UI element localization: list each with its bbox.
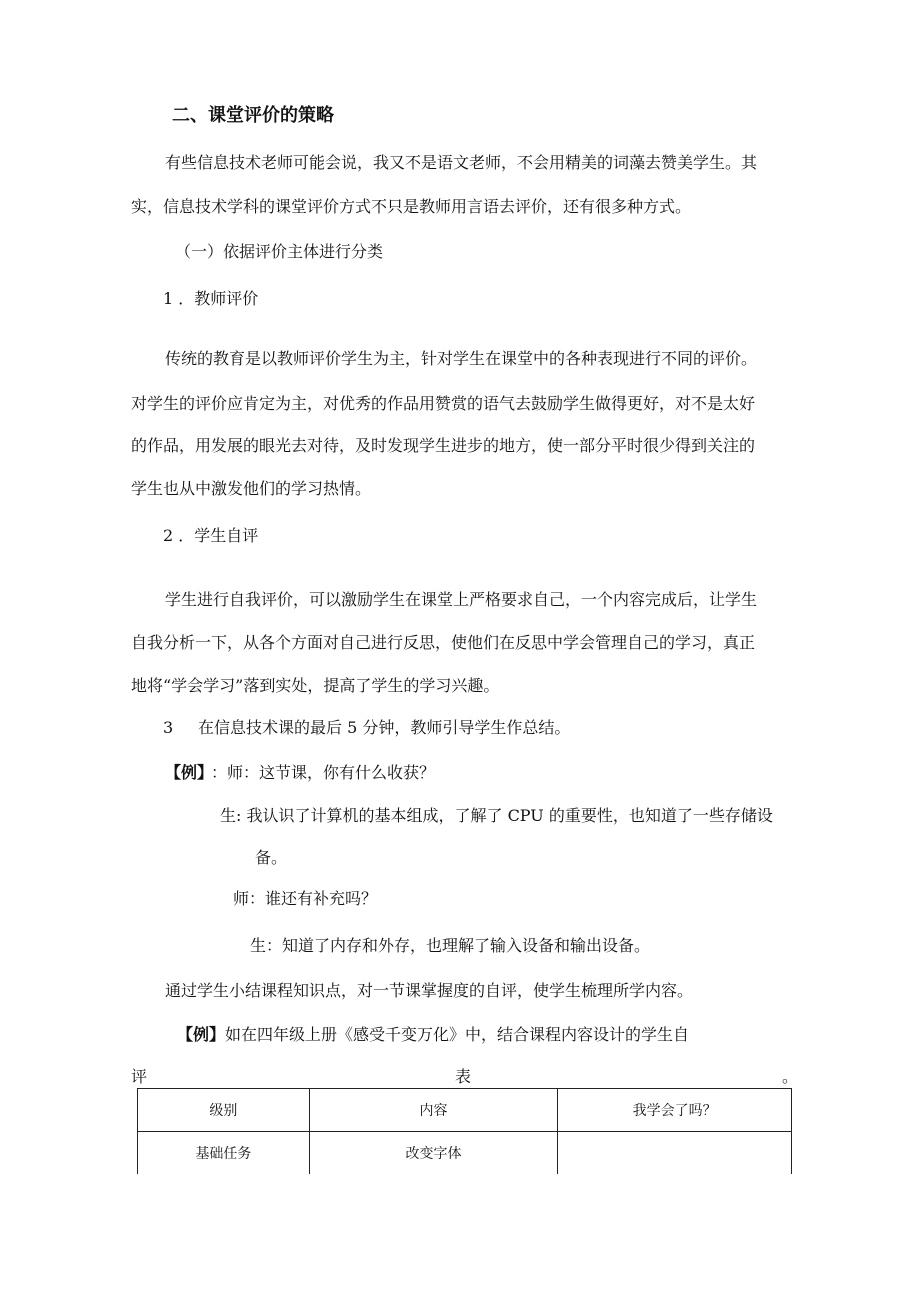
dialogue-question-2: 师：谁还有补充吗？	[233, 889, 378, 908]
item-2-line-1: 学生进行自我评价，可以激励学生在课堂上严格要求自己，一个内容完成后，让学生	[165, 590, 758, 609]
dialogue-answer-1-line-1: 生: 我认识了计算机的基本组成，了解了 CPU 的重要性，也知道了一些存储设	[220, 806, 773, 825]
item-2-line-2: 自我分析一下，从各个方面对自己进行反思，使他们在反思中学会管理自己的学习，真正	[131, 633, 756, 652]
item-3-number: 3	[163, 718, 174, 737]
table-header-row	[138, 1089, 792, 1132]
intro-line-2: 实，信息技术学科的课堂评价方式不只是教师用言语去评价，还有很多种方式。	[131, 197, 692, 216]
table-caption-left: 评	[131, 1067, 148, 1086]
cell-learned	[558, 1132, 792, 1175]
item-2-heading: 2 ．学生自评	[163, 526, 259, 545]
subsection-heading: （一）依据评价主体进行分类	[175, 242, 384, 261]
item-1-line-4: 学生也从中激发他们的学习热情。	[131, 479, 372, 498]
item-2-line-3: 地将“学会学习”落到实处，提高了学生的学习兴趣。	[131, 676, 500, 695]
summary-text: 通过学生小结课程知识点，对一节课掌握度的自评，使学生梳理所学内容。	[165, 981, 694, 1000]
self-evaluation-table	[137, 1088, 792, 1174]
table-caption-right: 。	[782, 1067, 799, 1086]
intro-line-1: 有些信息技术老师可能会说，我又不是语文老师，不会用精美的词藻去赞美学生。其	[165, 153, 758, 172]
cell-content: 改变字体	[309, 1132, 558, 1175]
example-2-tag: 【例】	[177, 1025, 226, 1044]
item-3-text: 在信息技术课的最后 5 分钟，教师引导学生作总结。	[198, 718, 571, 737]
section-title: 二、课堂评价的策略	[172, 105, 334, 126]
item-1-line-3: 的作品，用发展的眼光去对待，及时发现学生进步的地方，使一部分平时很少得到关注的	[131, 436, 756, 455]
example-tag: 【例】	[165, 763, 214, 782]
dialogue-answer-1-line-2: 备。	[255, 848, 288, 867]
cell-level: 基础任务	[138, 1132, 310, 1175]
header-content: 内容	[309, 1089, 558, 1132]
example-2-text: 如在四年级上册《感受千变万化》中，结合课程内容设计的学生自	[225, 1025, 690, 1044]
dialogue-question-1: ：师：这节课，你有什么收获？	[211, 763, 436, 782]
header-level: 级别	[138, 1089, 310, 1132]
item-1-line-1: 传统的教育是以教师评价学生为主，针对学生在课堂中的各种表现进行不同的评价。	[165, 349, 758, 368]
dialogue-answer-2: 生：知道了内存和外存，也理解了输入设备和输出设备。	[250, 936, 651, 955]
item-1-heading: 1 ．教师评价	[163, 289, 259, 308]
table-row	[138, 1132, 792, 1175]
item-1-line-2: 对学生的评价应肯定为主，对优秀的作品用赞赏的语气去鼓励学生做得更好，对不是太好	[131, 394, 756, 413]
table-caption-middle: 表	[455, 1067, 472, 1086]
header-learned: 我学会了吗？	[558, 1089, 792, 1132]
